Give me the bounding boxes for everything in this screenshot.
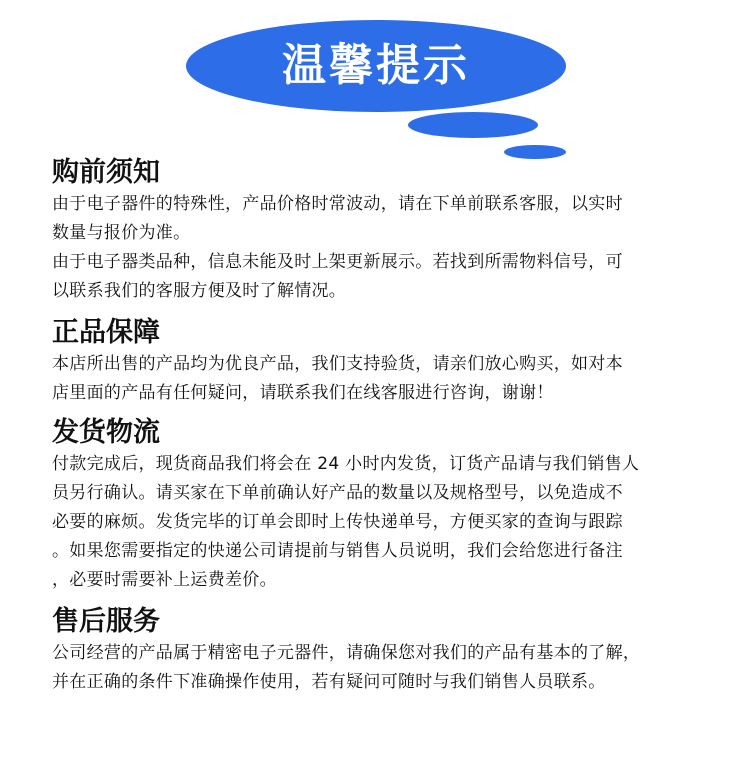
section-line: 以联系我们的客服方便及时了解情况。 — [52, 281, 347, 301]
section-line: 数量与报价为准。 — [52, 223, 191, 243]
section-line: 必要的麻烦。发货完毕的订单会即时上传快递单号，方便买家的查询与跟踪 — [52, 512, 623, 532]
section-pre-purchase — [52, 156, 727, 306]
section-title: 发货物流 — [52, 417, 160, 448]
section-line: 本店所出售的产品均为优良产品，我们支持验货，请亲们放心购买，如对本 — [52, 354, 623, 374]
section-after-sales — [52, 605, 727, 697]
page-title: 温馨提示 — [282, 40, 470, 91]
section-line: 员另行确认。请买家在下单前确认好产品的数量以及规格型号，以免造成不 — [52, 483, 623, 503]
section-line: 公司经营的产品属于精密电子元器件，请确保您对我们的产品有基本的了解， — [52, 643, 641, 663]
section-line: 店里面的产品有任何疑问，请联系我们在线客服进行咨询，谢谢！ — [52, 383, 554, 403]
speech-bubble-dot-large — [408, 112, 538, 138]
section-title: 售后服务 — [52, 606, 160, 637]
section-line: 由于电子器件的特殊性，产品价格时常波动，请在下单前联系客服，以实时 — [52, 194, 623, 214]
section-title: 购前须知 — [52, 157, 160, 188]
section-line: 并在正确的条件下准确操作使用，若有疑问可随时与我们销售人员联系。 — [52, 672, 606, 692]
notice-content — [52, 156, 727, 697]
section-authentic-guarantee — [52, 316, 727, 408]
section-title: 正品保障 — [52, 317, 160, 348]
header-banner — [0, 0, 750, 170]
section-shipping — [52, 416, 727, 595]
section-line: ，必要时需要补上运费差价。 — [52, 570, 277, 590]
section-line: 。如果您需要指定的快递公司请提前与销售人员说明，我们会给您进行备注 — [52, 541, 623, 561]
section-line: 由于电子器类品种，信息未能及时上架更新展示。若找到所需物料信号，可 — [52, 252, 623, 272]
section-line: 付款完成后，现货商品我们将会在 24 小时内发货，订货产品请与我们销售人 — [52, 454, 640, 474]
